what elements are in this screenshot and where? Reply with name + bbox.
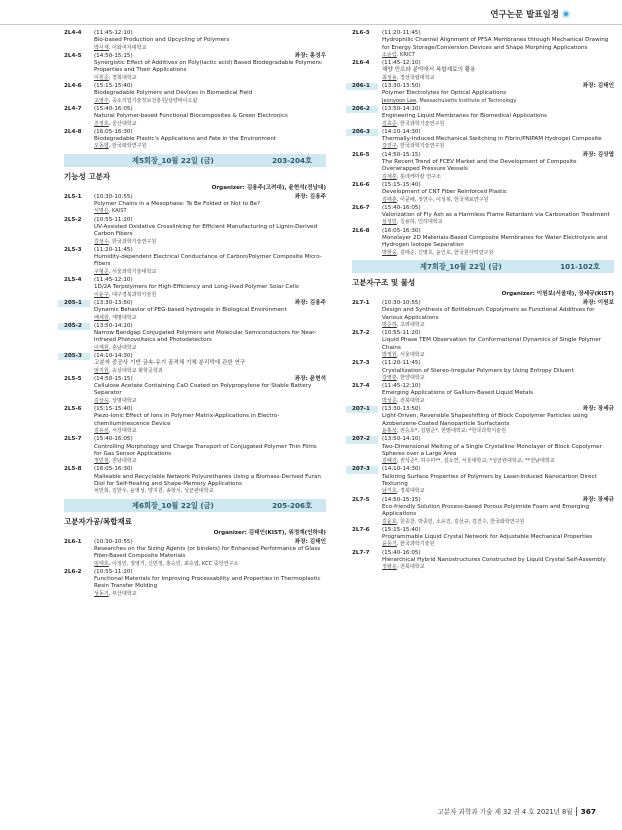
entry-code: 2L7-1 bbox=[352, 299, 370, 306]
program-entry bbox=[64, 436, 326, 465]
session-5-entries bbox=[64, 194, 326, 496]
page-number: 367 bbox=[576, 807, 596, 816]
entry-authors bbox=[94, 98, 326, 105]
session-chair: 좌장: 김태인 bbox=[294, 538, 326, 545]
entry-title: Crystallization of Stereo-Irregular Polymers by Using Entropy Diluent bbox=[382, 367, 574, 374]
program-entry bbox=[64, 194, 326, 216]
author-affiliation: , 계명대학교 bbox=[108, 314, 137, 321]
session-room: 205-206호 bbox=[272, 500, 312, 510]
presenter-name: 김태훈 bbox=[382, 196, 397, 203]
program-entry bbox=[352, 436, 614, 465]
entry-code: 2L4-4 bbox=[64, 30, 82, 36]
entry-time: (13:50-14:10) bbox=[382, 436, 421, 443]
entry-authors bbox=[382, 250, 614, 257]
session-title: 제6회장_10월 22일 (금) bbox=[132, 500, 214, 510]
entry-time: (11:45-12:10) bbox=[94, 277, 133, 284]
session-chair: 좌장: 김용주 bbox=[294, 299, 326, 306]
author-affiliation: , 이정민, 정영기, 신민정, 홍승민, 최승엽, KCC 중앙연구소 bbox=[108, 560, 239, 567]
program-entry bbox=[352, 527, 614, 549]
presenter-name: 고영주 bbox=[94, 97, 109, 104]
entry-authors bbox=[94, 458, 326, 465]
entry-code: 2L4-5 bbox=[64, 52, 82, 59]
author-affiliation: , 울산대학교 bbox=[108, 120, 137, 127]
entry-code: 2L6-5 bbox=[352, 151, 370, 158]
entry-title: Tailoring Surface Properties of Polymers by Laser-Induced Nanocarbon Direct Texturing bbox=[382, 473, 597, 488]
section-title: 고분자가공/복합재료 bbox=[64, 516, 132, 526]
author-affiliation: , 경북대학교 bbox=[396, 488, 425, 495]
entry-code: 2L5-2 bbox=[64, 216, 82, 223]
entry-time: (14:50-15:15) bbox=[94, 375, 133, 382]
page-footer bbox=[437, 806, 596, 816]
entry-title: Hydrophilic Channel Alignment of PFSA Membranes through Mechanical Drawing for Energy Storage/Conversion Devices and Shape Morphing Applications bbox=[382, 37, 609, 51]
session-chair: 좌장: 이원보 bbox=[582, 299, 614, 306]
entry-code: 2L6-4 bbox=[352, 60, 370, 67]
entry-authors bbox=[94, 428, 326, 435]
presenter-name: 임태호 bbox=[94, 560, 109, 567]
author-affiliation: , 상명대학교 bbox=[108, 397, 137, 404]
entry-authors bbox=[94, 75, 326, 82]
entry-code: 2L5-7 bbox=[64, 436, 82, 443]
entry-title: Functional Materials for Improving Processability and Properties in Thermoplastic Resin Transfer Molding bbox=[94, 576, 321, 590]
entry-code: 2L6-2 bbox=[64, 568, 82, 575]
author-affiliation: , 숭실대학교 화학공학과 bbox=[108, 367, 163, 374]
entry-code: 2L5-3 bbox=[64, 246, 82, 253]
program-entry bbox=[352, 30, 614, 59]
entry-time: (13:30-13:50) bbox=[382, 406, 421, 413]
program-entry bbox=[64, 83, 326, 105]
program-entry bbox=[352, 383, 614, 405]
presenter-name: 박정원 bbox=[382, 351, 397, 358]
author-affiliation: , 한양대학교 bbox=[396, 374, 425, 381]
entry-authors bbox=[94, 488, 326, 495]
presenter-name: 이재원 bbox=[94, 344, 109, 351]
entry-authors bbox=[382, 143, 614, 150]
presenter-name: 윤홍석 bbox=[382, 427, 397, 434]
author-affiliation: , KRICT bbox=[396, 51, 416, 58]
author-affiliation: , 서강대학교 bbox=[108, 427, 137, 434]
entry-time: (15:40-16:05) bbox=[94, 105, 133, 112]
program-entry bbox=[352, 360, 614, 382]
entry-title: Synergistic Effect of Additives on Poly(lactic acid) Based Biodegradable Polymers: Properties and Their Applications bbox=[94, 60, 323, 74]
author-affiliation: , 한국과학기술연구원 bbox=[396, 143, 445, 150]
presenter-name: 강진구 bbox=[382, 143, 397, 150]
entry-time: (11:45-12:10) bbox=[382, 383, 421, 390]
entry-time: (10:30-10:55) bbox=[382, 299, 421, 306]
entry-title: 해양 민프라 분야에서 복합재료의 활용 bbox=[382, 67, 476, 74]
author-affiliation: , 이쿤배, 정연수, 이성복, 한국재료연구원 bbox=[396, 196, 489, 203]
program-entry bbox=[352, 205, 614, 227]
author-affiliation: , 김태준, 신명호, 윤인호, 한국원자력연구원 bbox=[396, 249, 494, 256]
session-chair: 좌장: 장세규 bbox=[582, 496, 614, 503]
entry-title: UV-Assisted Oxidative Crosslinking for Efficient Manufacturing of Lignin-Derived Carbon Fibers bbox=[94, 223, 317, 238]
session-bar-7 bbox=[352, 260, 614, 273]
program-entry bbox=[64, 217, 326, 246]
entry-title: Valorization of Fly Ash as a Harmless Flame Retardant via Carbonation Treatment bbox=[382, 212, 610, 219]
author-affiliation: , 롯데케미칼 연구소 bbox=[396, 173, 441, 180]
entry-title: Hierarchical Hybrid Nanostructures Constructed by Liquid Crystal Self-Assembly bbox=[382, 557, 606, 563]
presenter-name: 오동엽 bbox=[94, 143, 109, 150]
presenter-name: 진정호 bbox=[94, 120, 109, 127]
entry-time: (15:40-16:05) bbox=[94, 436, 133, 443]
author-affiliation: , 한국과학기술연구원 bbox=[396, 120, 445, 127]
entry-time: (15:15-15:40) bbox=[94, 83, 133, 90]
presenter-name: 구형준 bbox=[94, 268, 109, 275]
entry-time: (13:50-14:10) bbox=[382, 105, 421, 112]
presenter-name: 강영훈 bbox=[382, 374, 397, 381]
entry-title: Liquid Phase TEM Observation for Conformational Dynamics of Single Polymer Chains bbox=[382, 337, 601, 351]
presenter-name: 김유선 bbox=[94, 427, 109, 434]
presenter-name: 최성용 bbox=[382, 74, 397, 81]
program-entry bbox=[64, 277, 326, 299]
entry-authors bbox=[94, 45, 326, 52]
entry-authors bbox=[94, 121, 326, 128]
entry-title: 고분자 중공사 기반 금속-유기 골격체 기체 분리막에 관한 연구 bbox=[94, 360, 246, 367]
entry-authors bbox=[382, 398, 614, 405]
program-entry bbox=[64, 30, 326, 52]
entry-time: (10:55-11:20) bbox=[382, 330, 421, 337]
session-title: 제5회장_10월 22일 (금) bbox=[132, 155, 214, 165]
presenter-name: 김효준 bbox=[382, 120, 397, 127]
author-affiliation: , 권석준*, 허수미**, 김소연, 서울대학교; *성균관대학교; **전남대학교 bbox=[396, 458, 555, 465]
entry-authors bbox=[94, 345, 326, 352]
author-affiliation: , 한국과학기술연구원 bbox=[108, 238, 157, 245]
entry-code: 2L7-3 bbox=[352, 360, 370, 367]
program-entry bbox=[352, 497, 614, 526]
entry-code: 206-3 bbox=[346, 129, 378, 136]
presenter-name: 윤동기 bbox=[382, 541, 397, 548]
entry-authors bbox=[382, 219, 614, 226]
entry-time: (11:45-12:10) bbox=[94, 30, 133, 36]
program-entry bbox=[352, 406, 614, 435]
entry-authors bbox=[382, 352, 614, 359]
entry-time: (10:55-11:20) bbox=[94, 216, 133, 223]
entry-time: (15:15-15:40) bbox=[94, 406, 133, 413]
entry-authors bbox=[382, 174, 614, 181]
author-affiliation: , KAIST bbox=[108, 208, 127, 215]
entry-title: Polymer Chains in a Mesophase: To Be Folded or Not to Be? bbox=[94, 201, 261, 208]
presenter-name: 배세원 bbox=[94, 314, 109, 321]
entry-title: The Recent Trend of FCEV Market and the Development of Composite Overwrapped Pressure Vessels bbox=[382, 159, 577, 173]
entry-authors bbox=[94, 208, 326, 215]
program-entry bbox=[352, 182, 614, 204]
entry-title: Thermally-Induced Mechanical Switching in Fibrin/PNIPAM Hydrogel Composite bbox=[382, 136, 602, 143]
entry-code: 205-1 bbox=[58, 300, 90, 307]
presenter-name: 성동기 bbox=[94, 590, 109, 597]
presenter-name: 박현웅 bbox=[382, 249, 397, 256]
entry-time: (13:50-14:10) bbox=[94, 322, 133, 329]
entry-authors bbox=[382, 322, 614, 329]
session-title: 제7회장_10월 22일 (금) bbox=[420, 261, 502, 271]
presenter-name: 박시재 bbox=[94, 44, 109, 51]
entry-code: 2L4-7 bbox=[64, 105, 82, 112]
entry-authors bbox=[382, 428, 614, 435]
entry-code: 205-2 bbox=[58, 323, 90, 330]
entry-time: (13:30-13:50) bbox=[382, 83, 421, 90]
session-6-entries bbox=[64, 539, 326, 598]
entry-authors bbox=[382, 458, 614, 465]
entry-code: 205-3 bbox=[58, 353, 90, 360]
author-affiliation: , 원종찬, 박종민, 소유진, 김선규, 김진수, 한국화학연구원 bbox=[396, 518, 525, 525]
entry-authors bbox=[94, 398, 326, 405]
author-affiliation: , 경상국립대학교 bbox=[396, 74, 435, 81]
program-entry bbox=[352, 83, 614, 105]
entry-authors bbox=[94, 292, 326, 299]
session-chair: 좌장: 장세규 bbox=[582, 406, 614, 413]
section-title: 고분자구조 및 물성 bbox=[352, 277, 416, 287]
entry-time: (11:45-12:10) bbox=[382, 60, 421, 67]
entry-authors bbox=[382, 197, 614, 204]
program-entry bbox=[64, 539, 326, 568]
author-affiliation: , 한국과학기술원 bbox=[396, 541, 435, 548]
entry-time: (14:50-15:15) bbox=[382, 151, 421, 158]
entry-code: 206-2 bbox=[346, 106, 378, 113]
program-entry bbox=[64, 247, 326, 276]
entry-code: 2L4-8 bbox=[64, 128, 82, 135]
author-affiliation: , 김용하, 인하대학교 bbox=[396, 219, 443, 226]
entry-title: Natural Polymer-based Functional Biocomposites & Green Electronics bbox=[94, 113, 288, 120]
left-entries-before bbox=[64, 30, 326, 151]
session-bar-6 bbox=[64, 499, 326, 512]
entry-time: (14:50-15:15) bbox=[382, 496, 421, 503]
program-entry bbox=[352, 152, 614, 181]
presenter-name: Jeonyoon Lee bbox=[382, 97, 417, 104]
author-affiliation: , 서울대학교 bbox=[396, 351, 425, 358]
program-entry bbox=[64, 323, 326, 352]
session-7-entries bbox=[352, 300, 614, 572]
program-entry bbox=[352, 466, 614, 495]
entry-time: (16:05-16:30) bbox=[94, 128, 133, 135]
entry-authors bbox=[94, 591, 326, 598]
organizer: Organizer: 이원보(서울대), 장세규(KIST) bbox=[501, 290, 614, 297]
organizer: Organizer: 김용주(고려대), 윤현석(전남대) bbox=[211, 184, 326, 191]
entry-title: Cellulose Acetate Containing CaO Coated on Polypropylene for Stable Battery Separator bbox=[94, 383, 312, 397]
presenter-name: 엄기원 bbox=[94, 367, 109, 374]
entry-time: (16:05-16:30) bbox=[382, 227, 421, 234]
session-chair: 좌장: 김상엽 bbox=[582, 151, 614, 158]
program-entry bbox=[64, 106, 326, 128]
entry-authors bbox=[382, 52, 614, 59]
entry-title: Researches on the Sizing Agents (or binders) for Enhanced Performance of Glass Fiber-Based Composite Materials bbox=[94, 545, 321, 560]
presenter-name: 서명은 bbox=[94, 208, 109, 215]
entry-code: 2L4-6 bbox=[64, 83, 82, 90]
entry-authors bbox=[382, 541, 614, 548]
circle-bullet-icon bbox=[562, 10, 570, 18]
author-affiliation: , 고려대학교 bbox=[396, 321, 425, 328]
right-column bbox=[352, 30, 614, 573]
header-title: 연구논문 발표일정 bbox=[490, 10, 559, 20]
presenter-name: 박성준 bbox=[382, 397, 397, 404]
entry-time: (14:50-15:15) bbox=[94, 52, 133, 59]
entry-time: (16:05-16:30) bbox=[94, 466, 133, 473]
presenter-name: 소순림 bbox=[382, 51, 397, 58]
entry-time: (14:10-14:30) bbox=[382, 466, 421, 473]
entry-authors bbox=[94, 315, 326, 322]
entry-code: 2L7-6 bbox=[352, 526, 370, 533]
entry-title: Controlling Morphology and Charge Transport of Conjugated Polymer Thin Films for Gas Sensor Applications bbox=[94, 443, 317, 457]
entry-code: 2L5-6 bbox=[64, 406, 82, 413]
author-affiliation: , 권승호*, 김범준*, 한밭대학교; *한국과학기술원 bbox=[396, 427, 507, 434]
session-chair: 좌장: 김태인 bbox=[582, 83, 614, 90]
program-entry bbox=[64, 53, 326, 82]
entry-time: (15:15-15:40) bbox=[382, 181, 421, 188]
entry-title: Dynamic Behavior of PEG-based hydrogels in Biological Environment bbox=[94, 307, 287, 314]
page-header bbox=[490, 8, 570, 20]
entry-title: Development of CNT Fiber Reinforced Plastic bbox=[382, 189, 508, 196]
entry-authors bbox=[382, 488, 614, 495]
entry-time: (13:30-13:50) bbox=[94, 299, 133, 306]
entry-title: Biodegradable Plastic's Applications and Fate in the Environment bbox=[94, 136, 277, 143]
entry-authors bbox=[94, 368, 326, 375]
entry-authors bbox=[382, 121, 614, 128]
entry-title: Emerging Applications of Gallium-Based Liquid Metals bbox=[382, 390, 533, 397]
entry-time: (14:10-14:30) bbox=[94, 352, 133, 359]
author-affiliation: , 대구경북과학기술원 bbox=[108, 291, 157, 298]
session-room: 203-204호 bbox=[272, 155, 312, 165]
presenter-name: 정민철 bbox=[94, 458, 109, 465]
author-affiliation: , 전북대학교 bbox=[396, 564, 425, 571]
program-entry bbox=[64, 466, 326, 495]
entry-code: 2L6-6 bbox=[352, 181, 370, 188]
program-entry bbox=[352, 228, 614, 257]
entry-title: Polymer Electrolytes for Optical Applications bbox=[382, 90, 507, 97]
entry-code: 2L7-5 bbox=[352, 496, 370, 503]
presenter-name: 김성수 bbox=[94, 238, 109, 245]
session-room: 101-102호 bbox=[560, 261, 600, 271]
entry-time: (14:10-14:30) bbox=[382, 128, 421, 135]
entry-title: Biodegradable Polymers and Devices in Biomedical Field bbox=[94, 90, 253, 97]
author-affiliation: , 전북대학교 bbox=[396, 397, 425, 404]
presenter-name: 김세훈 bbox=[382, 173, 397, 180]
session-bar-5 bbox=[64, 154, 326, 167]
entry-authors bbox=[382, 519, 614, 526]
author-affiliation: , 부산대학교 bbox=[108, 590, 137, 597]
entry-authors bbox=[382, 98, 614, 105]
presenter-name: 이윤구 bbox=[94, 291, 109, 298]
author-affiliation: , 중소기업기술정보진흥원/삼양바이오팜 bbox=[108, 97, 198, 104]
entry-title: Humidity-dependent Electrical Conductance of Carbon/Polymer Composite Micro-Fibers bbox=[94, 254, 322, 268]
entry-time: (15:40-16:05) bbox=[382, 549, 421, 556]
entry-time: (15:15-15:40) bbox=[382, 526, 421, 533]
entry-title: Design and Synthesis of Bottlebrush Copolymers as Functional Additives for Various Applications bbox=[382, 307, 595, 321]
session-chair: 좌장: 김용주 bbox=[294, 193, 326, 200]
entry-code: 2L7-7 bbox=[352, 549, 370, 556]
program-entry bbox=[352, 129, 614, 151]
entry-title: Programmable Liquid Crystal Network for Adjustable Mechanical Properties bbox=[382, 534, 593, 541]
header-divider bbox=[0, 24, 622, 25]
program-entry bbox=[64, 300, 326, 322]
entry-authors bbox=[382, 75, 614, 82]
organizer: Organizer: 김태인(KIST), 위정재(인하대) bbox=[213, 529, 326, 536]
entry-time: (11:20-11:45) bbox=[382, 30, 421, 36]
entry-code: 2L5-8 bbox=[64, 466, 82, 473]
presenter-name: 심성민 bbox=[382, 219, 397, 226]
entry-time: (10:30-10:55) bbox=[94, 193, 133, 200]
entry-title: Two-Dimensional Melting of a Single Crystalline Monolayer of Block Copolymer Spheres over a Large Area bbox=[382, 443, 602, 457]
entry-title: Eco-friendly Solution Process-based Porous Polyimide Foam and Emerging Applications bbox=[382, 503, 590, 518]
author-affiliation: , 경희대학교 bbox=[108, 74, 137, 81]
presenter-name: 정광운 bbox=[382, 564, 397, 571]
entry-time: (11:20-11:45) bbox=[94, 246, 133, 253]
presenter-name: 김상욱 bbox=[94, 397, 109, 404]
entry-code: 2L7-2 bbox=[352, 330, 370, 337]
program-entry bbox=[64, 129, 326, 151]
program-entry bbox=[64, 353, 326, 375]
author-affiliation: , Massachusetts Institute of Technology bbox=[416, 97, 517, 104]
session-chair: 좌장: 홍성우 bbox=[294, 52, 326, 59]
entry-authors bbox=[94, 239, 326, 246]
presenter-name: 이원준 bbox=[94, 74, 109, 81]
author-affiliation: , 서울과학기술대학교 bbox=[108, 268, 157, 275]
author-affiliation: 차민희, 김한우, 윤영성, 양지원, 송창식, 성균관대학교 bbox=[94, 488, 214, 495]
entry-code: 2L7-4 bbox=[352, 383, 370, 390]
program-entry bbox=[352, 60, 614, 82]
author-affiliation: , 한국화학연구원 bbox=[108, 143, 147, 150]
author-affiliation: , 전남대학교 bbox=[108, 458, 137, 465]
left-column bbox=[64, 30, 326, 599]
section-title: 기능성 고분자 bbox=[64, 171, 111, 181]
entry-code: 2L6-3 bbox=[352, 30, 370, 36]
session-chair: 좌장: 윤현석 bbox=[294, 375, 326, 382]
program-entry bbox=[64, 406, 326, 435]
entry-code: 2L5-4 bbox=[64, 277, 82, 284]
entry-code: 2L6-8 bbox=[352, 227, 370, 234]
entry-time: (10:55-11:20) bbox=[94, 568, 133, 575]
entry-authors bbox=[94, 143, 326, 150]
entry-code: 207-1 bbox=[346, 406, 378, 413]
entry-title: Malleable and Recyclable Network Polyurethanes Using a Biomass-Derived Furan Diol for Self-Healing and Shape-Memory Applications bbox=[94, 473, 321, 488]
entry-title: Engineering Liquid Membranes for Biomedical Applications bbox=[382, 113, 547, 120]
program-entry bbox=[64, 569, 326, 598]
entry-time: (10:30-10:55) bbox=[94, 538, 133, 545]
author-affiliation: , 충남대학교 bbox=[108, 344, 137, 351]
entry-title: 1D/2A Terpolymers for High-Efficiency and Long-lived Polymer Solar Cells bbox=[94, 284, 299, 291]
entry-title: Narrow Bandgap Conjugated Polymers and Molecular Semiconductors for Near-Infrared Photovoltaics and Photodetectors bbox=[94, 330, 317, 344]
entry-title: Monolayer 2D Materials-Based Composite Membranes for Water Electrolysis and Hydrogen Isotope Separation bbox=[382, 235, 608, 249]
entry-authors bbox=[94, 561, 326, 568]
program-entry bbox=[352, 106, 614, 128]
entry-title: Piezo-Ionic Effect of Ions in Polymer Matrix-Applications in Electro-chemiluminescence Device bbox=[94, 413, 280, 427]
presenter-name: 김윤호 bbox=[382, 518, 397, 525]
entry-time: (15:40-16:05) bbox=[382, 204, 421, 211]
entry-title: Bio-based Production and Upcycling of Polymers bbox=[94, 37, 230, 44]
author-affiliation: , 이화여자대학교 bbox=[108, 44, 147, 51]
entry-code: 207-2 bbox=[346, 436, 378, 443]
journal-info: 고분자 과학과 기술 제 32 권 4 호 2021년 8월 bbox=[437, 808, 573, 816]
entry-authors bbox=[382, 564, 614, 571]
presenter-name: 김혜진 bbox=[382, 458, 397, 465]
presenter-name: 방준하 bbox=[382, 321, 397, 328]
program-entry bbox=[352, 300, 614, 329]
entry-title: Light-Driven, Reversible Shapeshifting of Block Copolymer Particles using Azobenzene-Coated Nanoparticle Surfactants bbox=[382, 413, 588, 427]
entry-code: 2L5-5 bbox=[64, 375, 82, 382]
entry-code: 206-1 bbox=[346, 83, 378, 90]
program-entry bbox=[352, 330, 614, 359]
program-entry bbox=[352, 550, 614, 572]
entry-authors bbox=[382, 375, 614, 382]
right-entries-before bbox=[352, 30, 614, 257]
entry-authors bbox=[94, 269, 326, 276]
entry-code: 2L6-1 bbox=[64, 538, 82, 545]
entry-code: 207-3 bbox=[346, 466, 378, 473]
entry-code: 2L5-1 bbox=[64, 193, 82, 200]
program-entry bbox=[64, 376, 326, 405]
entry-code: 2L6-7 bbox=[352, 204, 370, 211]
entry-time: (11:20-11:45) bbox=[382, 360, 421, 367]
presenter-name: 남기호 bbox=[382, 488, 397, 495]
